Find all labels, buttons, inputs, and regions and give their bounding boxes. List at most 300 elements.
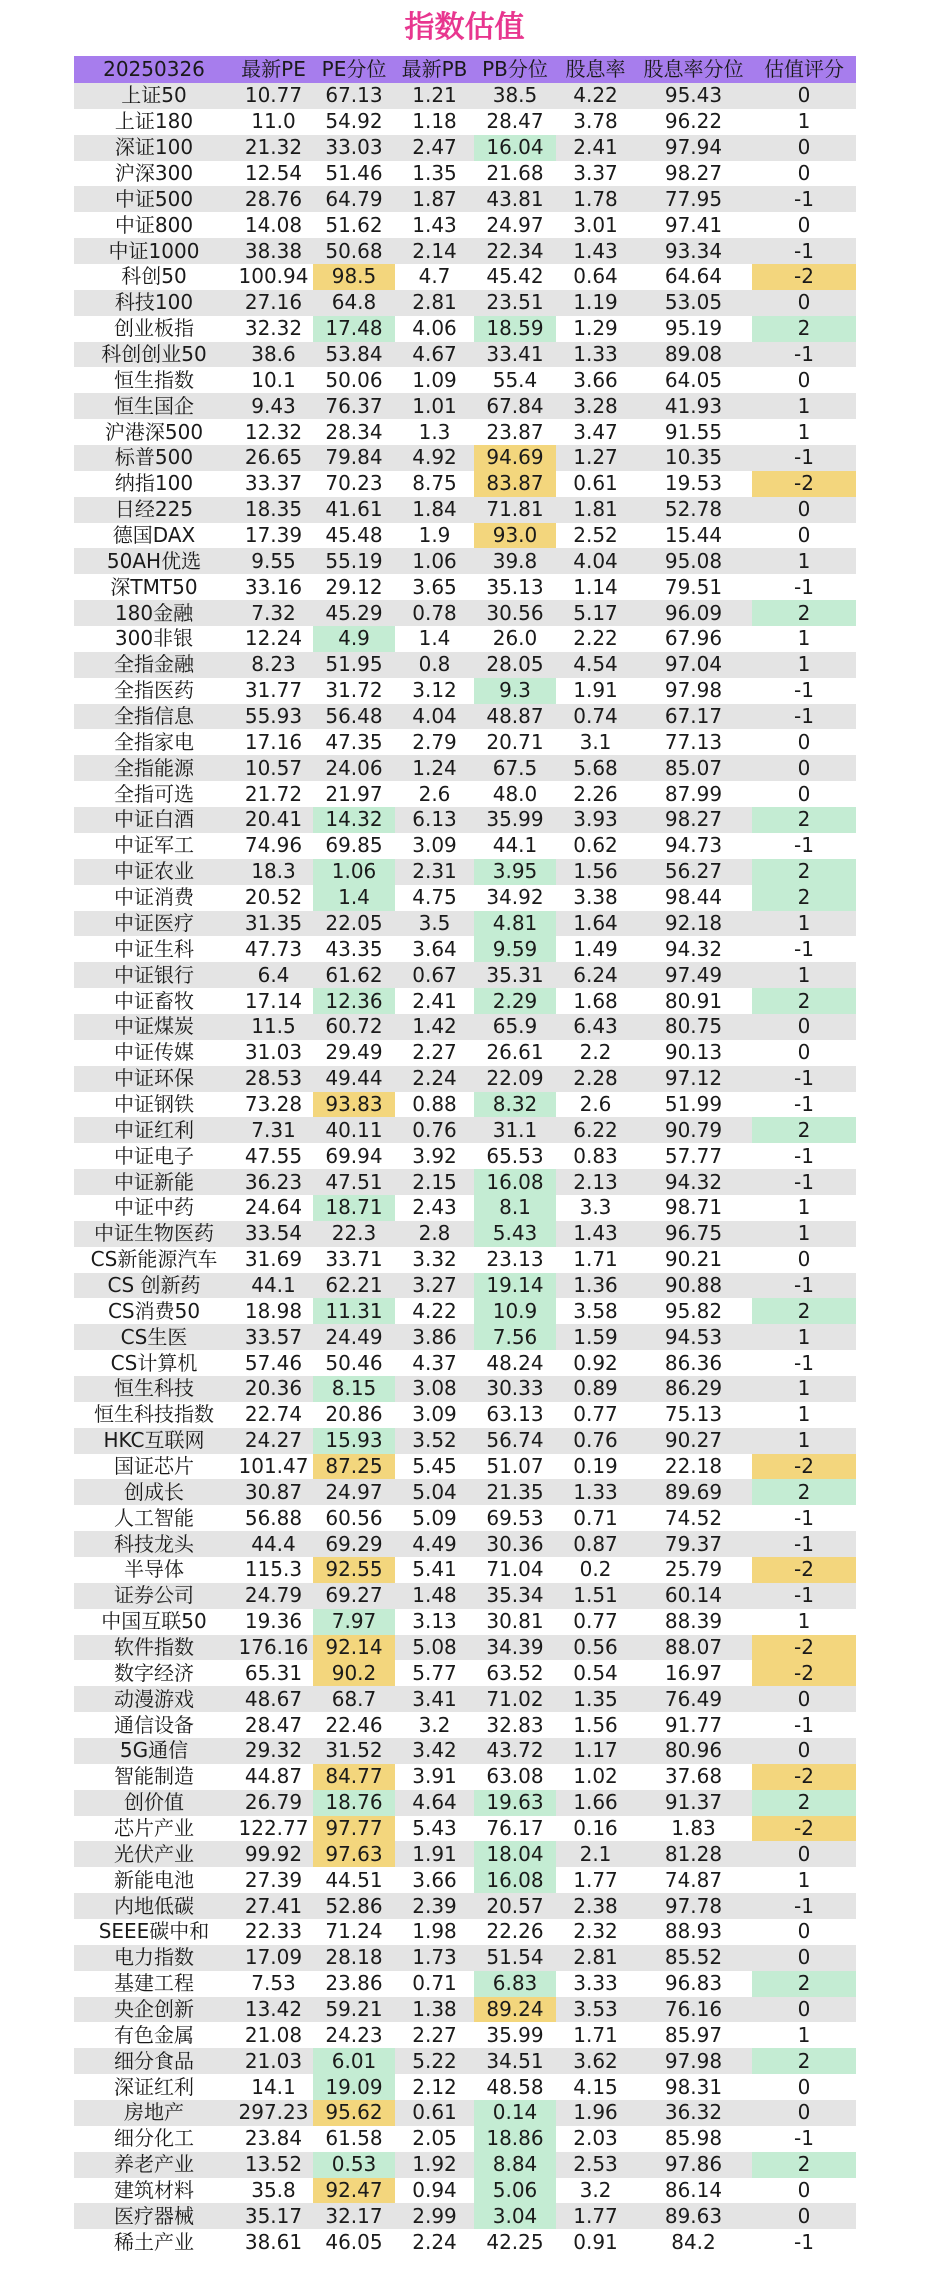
dividend-yield-cell: 2.22: [556, 626, 635, 652]
dividend-percentile-cell: 96.22: [635, 109, 752, 135]
pe-percentile-cell: 24.06: [313, 755, 395, 781]
dividend-yield-cell: 1.49: [556, 936, 635, 962]
dividend-percentile-cell: 79.51: [635, 574, 752, 600]
dividend-percentile-cell: 89.08: [635, 342, 752, 368]
dividend-percentile-cell: 97.98: [635, 678, 752, 704]
pb-value-cell: 1.18: [395, 109, 474, 135]
valuation-score-cell: -1: [752, 833, 856, 859]
pb-percentile-cell: 63.13: [474, 1402, 556, 1428]
pb-value-cell: 0.71: [395, 1971, 474, 1997]
pb-value-cell: 1.87: [395, 186, 474, 212]
pe-percentile-cell: 1.4: [313, 885, 395, 911]
table-row: [74, 1376, 856, 1402]
pe-percentile-cell: 69.29: [313, 1531, 395, 1557]
valuation-score-cell: -1: [752, 238, 856, 264]
pb-value-cell: 1.21: [395, 83, 474, 109]
table-row: [74, 445, 856, 471]
valuation-score-cell: 0: [752, 290, 856, 316]
pe-percentile-cell: 56.48: [313, 704, 395, 730]
table-row: [74, 755, 856, 781]
table-row: [74, 2126, 856, 2152]
table-row: [74, 988, 856, 1014]
index-name-cell: 180金融: [74, 600, 234, 626]
pe-percentile-cell: 44.51: [313, 1867, 395, 1893]
table-row: [74, 1919, 856, 1945]
dividend-percentile-cell: 22.18: [635, 1454, 752, 1480]
dividend-percentile-cell: 86.36: [635, 1350, 752, 1376]
index-name-cell: 上证180: [74, 109, 234, 135]
dividend-percentile-cell: 98.44: [635, 885, 752, 911]
dividend-yield-cell: 5.68: [556, 755, 635, 781]
table-row: [74, 1712, 856, 1738]
table-row: [74, 419, 856, 445]
pb-value-cell: 3.41: [395, 1686, 474, 1712]
table-row: [74, 2100, 856, 2126]
table-row: [74, 2178, 856, 2204]
table-row: [74, 1040, 856, 1066]
pb-percentile-cell: 23.51: [474, 290, 556, 316]
pe-value-cell: 35.8: [234, 2178, 313, 2204]
dividend-yield-cell: 0.74: [556, 704, 635, 730]
dividend-yield-cell: 1.36: [556, 1273, 635, 1299]
pb-value-cell: 3.08: [395, 1376, 474, 1402]
pe-percentile-cell: 22.46: [313, 1712, 395, 1738]
valuation-score-cell: 1: [752, 548, 856, 574]
table-row: [74, 1066, 856, 1092]
pe-percentile-cell: 15.93: [313, 1428, 395, 1454]
pb-percentile-cell: 23.87: [474, 419, 556, 445]
valuation-score-cell: -2: [752, 264, 856, 290]
dividend-percentile-cell: 16.97: [635, 1660, 752, 1686]
table-row: [74, 264, 856, 290]
pe-value-cell: 20.36: [234, 1376, 313, 1402]
pe-value-cell: 8.23: [234, 652, 313, 678]
valuation-score-cell: -1: [752, 1143, 856, 1169]
index-name-cell: CS生医: [74, 1324, 234, 1350]
index-name-cell: 300非银: [74, 626, 234, 652]
dividend-yield-cell: 1.19: [556, 290, 635, 316]
valuation-score-cell: 1: [752, 911, 856, 937]
pe-value-cell: 14.1: [234, 2074, 313, 2100]
valuation-score-cell: 1: [752, 419, 856, 445]
pe-value-cell: 28.47: [234, 1712, 313, 1738]
dividend-percentile-cell: 97.98: [635, 2048, 752, 2074]
dividend-yield-cell: 0.62: [556, 833, 635, 859]
pb-value-cell: 1.09: [395, 367, 474, 393]
valuation-score-cell: 0: [752, 135, 856, 161]
table-row: [74, 1505, 856, 1531]
pe-percentile-cell: 8.15: [313, 1376, 395, 1402]
index-name-cell: 智能制造: [74, 1764, 234, 1790]
pb-value-cell: 3.66: [395, 1867, 474, 1893]
valuation-score-cell: -2: [752, 1816, 856, 1842]
pb-percentile-cell: 83.87: [474, 471, 556, 497]
table-row: [74, 1169, 856, 1195]
pe-value-cell: 24.27: [234, 1428, 313, 1454]
valuation-score-cell: 1: [752, 393, 856, 419]
pb-value-cell: 2.27: [395, 2022, 474, 2048]
dividend-percentile-cell: 76.16: [635, 1997, 752, 2023]
pb-value-cell: 1.38: [395, 1997, 474, 2023]
valuation-score-cell: 0: [752, 1945, 856, 1971]
valuation-score-cell: -1: [752, 1712, 856, 1738]
pe-percentile-cell: 67.13: [313, 83, 395, 109]
pb-percentile-cell: 51.07: [474, 1454, 556, 1480]
index-name-cell: 稀土产业: [74, 2229, 234, 2255]
pb-value-cell: 2.24: [395, 1066, 474, 1092]
valuation-score-cell: 2: [752, 1479, 856, 1505]
pe-percentile-cell: 4.9: [313, 626, 395, 652]
dividend-percentile-cell: 88.93: [635, 1919, 752, 1945]
valuation-score-cell: 0: [752, 2203, 856, 2229]
dividend-yield-cell: 0.64: [556, 264, 635, 290]
table-row: [74, 290, 856, 316]
table-row: [74, 2152, 856, 2178]
pe-value-cell: 33.57: [234, 1324, 313, 1350]
pb-percentile-cell: 21.35: [474, 1479, 556, 1505]
pe-percentile-cell: 47.35: [313, 729, 395, 755]
pe-percentile-cell: 28.34: [313, 419, 395, 445]
index-name-cell: 软件指数: [74, 1635, 234, 1661]
table-row: [74, 1816, 856, 1842]
index-name-cell: 中证红利: [74, 1117, 234, 1143]
dividend-percentile-cell: 98.27: [635, 161, 752, 187]
pe-value-cell: 28.76: [234, 186, 313, 212]
valuation-score-cell: 0: [752, 2074, 856, 2100]
dividend-percentile-cell: 94.32: [635, 1169, 752, 1195]
dividend-percentile-cell: 10.35: [635, 445, 752, 471]
dividend-percentile-cell: 97.04: [635, 652, 752, 678]
pb-percentile-cell: 65.53: [474, 1143, 556, 1169]
dividend-percentile-cell: 90.13: [635, 1040, 752, 1066]
index-name-cell: 中证煤炭: [74, 1014, 234, 1040]
dividend-yield-cell: 5.17: [556, 600, 635, 626]
table-row: [74, 859, 856, 885]
dividend-percentile-cell: 80.91: [635, 988, 752, 1014]
header-dividend-percentile: 股息率分位: [635, 56, 752, 83]
pb-value-cell: 4.37: [395, 1350, 474, 1376]
pb-value-cell: 2.05: [395, 2126, 474, 2152]
dividend-percentile-cell: 86.29: [635, 1376, 752, 1402]
pe-value-cell: 31.35: [234, 911, 313, 937]
pb-percentile-cell: 42.25: [474, 2229, 556, 2255]
pe-value-cell: 13.52: [234, 2152, 313, 2178]
dividend-percentile-cell: 95.19: [635, 316, 752, 342]
table-row: [74, 135, 856, 161]
pe-value-cell: 115.3: [234, 1557, 313, 1583]
pe-percentile-cell: 61.58: [313, 2126, 395, 2152]
dividend-percentile-cell: 51.99: [635, 1092, 752, 1118]
table-row: [74, 1195, 856, 1221]
pe-percentile-cell: 69.85: [313, 833, 395, 859]
pe-value-cell: 20.52: [234, 885, 313, 911]
pb-value-cell: 1.9: [395, 523, 474, 549]
pe-percentile-cell: 18.76: [313, 1790, 395, 1816]
pb-percentile-cell: 21.68: [474, 161, 556, 187]
index-name-cell: 细分食品: [74, 2048, 234, 2074]
dividend-yield-cell: 0.16: [556, 1816, 635, 1842]
dividend-percentile-cell: 89.63: [635, 2203, 752, 2229]
pb-percentile-cell: 71.02: [474, 1686, 556, 1712]
index-name-cell: 深证红利: [74, 2074, 234, 2100]
table-row: [74, 626, 856, 652]
index-name-cell: 恒生国企: [74, 393, 234, 419]
pe-value-cell: 7.32: [234, 600, 313, 626]
valuation-score-cell: 1: [752, 1221, 856, 1247]
dividend-yield-cell: 0.61: [556, 471, 635, 497]
pe-percentile-cell: 43.35: [313, 936, 395, 962]
table-row: [74, 548, 856, 574]
valuation-score-cell: 1: [752, 626, 856, 652]
pe-percentile-cell: 41.61: [313, 497, 395, 523]
pe-value-cell: 9.55: [234, 548, 313, 574]
dividend-yield-cell: 0.76: [556, 1428, 635, 1454]
header-valuation-score: 估值评分: [752, 56, 856, 83]
dividend-yield-cell: 2.52: [556, 523, 635, 549]
dividend-percentile-cell: 91.77: [635, 1712, 752, 1738]
index-name-cell: 全指信息: [74, 704, 234, 730]
table-row: [74, 704, 856, 730]
table-row: [74, 678, 856, 704]
table-row: [74, 1014, 856, 1040]
valuation-score-cell: -1: [752, 678, 856, 704]
valuation-score-cell: -1: [752, 936, 856, 962]
pe-value-cell: 44.1: [234, 1273, 313, 1299]
valuation-score-cell: 0: [752, 367, 856, 393]
pb-value-cell: 4.75: [395, 885, 474, 911]
index-name-cell: 上证50: [74, 83, 234, 109]
pe-percentile-cell: 87.25: [313, 1454, 395, 1480]
pe-percentile-cell: 55.19: [313, 548, 395, 574]
dividend-yield-cell: 2.6: [556, 1092, 635, 1118]
valuation-score-cell: -1: [752, 186, 856, 212]
valuation-score-cell: 2: [752, 988, 856, 1014]
pe-value-cell: 99.92: [234, 1841, 313, 1867]
pb-percentile-cell: 7.56: [474, 1324, 556, 1350]
pe-value-cell: 30.87: [234, 1479, 313, 1505]
pb-percentile-cell: 28.47: [474, 109, 556, 135]
index-name-cell: 中证1000: [74, 238, 234, 264]
valuation-score-cell: 2: [752, 885, 856, 911]
index-name-cell: 建筑材料: [74, 2178, 234, 2204]
pb-value-cell: 0.76: [395, 1117, 474, 1143]
pe-percentile-cell: 17.48: [313, 316, 395, 342]
dividend-yield-cell: 2.1: [556, 1841, 635, 1867]
pe-percentile-cell: 59.21: [313, 1997, 395, 2023]
dividend-percentile-cell: 53.05: [635, 290, 752, 316]
dividend-yield-cell: 1.56: [556, 1712, 635, 1738]
valuation-score-cell: 0: [752, 212, 856, 238]
pb-value-cell: 1.4: [395, 626, 474, 652]
pe-percentile-cell: 68.7: [313, 1686, 395, 1712]
table-row: [74, 885, 856, 911]
index-name-cell: 光伏产业: [74, 1841, 234, 1867]
table-row: [74, 1531, 856, 1557]
header-dividend-yield: 股息率: [556, 56, 635, 83]
pe-value-cell: 21.32: [234, 135, 313, 161]
pb-percentile-cell: 26.61: [474, 1040, 556, 1066]
pb-value-cell: 3.64: [395, 936, 474, 962]
pb-value-cell: 2.39: [395, 1893, 474, 1919]
pb-percentile-cell: 23.13: [474, 1247, 556, 1273]
table-row: [74, 1609, 856, 1635]
dividend-yield-cell: 0.2: [556, 1557, 635, 1583]
dividend-yield-cell: 0.77: [556, 1609, 635, 1635]
pe-percentile-cell: 92.14: [313, 1635, 395, 1661]
dividend-yield-cell: 1.78: [556, 186, 635, 212]
pe-percentile-cell: 24.23: [313, 2022, 395, 2048]
index-name-cell: 中证医疗: [74, 911, 234, 937]
pb-percentile-cell: 35.13: [474, 574, 556, 600]
table-row: [74, 729, 856, 755]
table-body: [74, 83, 856, 2255]
dividend-percentile-cell: 96.83: [635, 1971, 752, 1997]
pe-value-cell: 27.41: [234, 1893, 313, 1919]
dividend-percentile-cell: 67.17: [635, 704, 752, 730]
pb-value-cell: 3.86: [395, 1324, 474, 1350]
dividend-percentile-cell: 96.09: [635, 600, 752, 626]
pb-value-cell: 1.01: [395, 393, 474, 419]
pb-value-cell: 3.91: [395, 1764, 474, 1790]
dividend-percentile-cell: 19.53: [635, 471, 752, 497]
dividend-yield-cell: 0.71: [556, 1505, 635, 1531]
dividend-percentile-cell: 97.94: [635, 135, 752, 161]
pb-value-cell: 3.92: [395, 1143, 474, 1169]
dividend-yield-cell: 1.91: [556, 678, 635, 704]
dividend-percentile-cell: 89.69: [635, 1479, 752, 1505]
valuation-score-cell: -1: [752, 1066, 856, 1092]
pb-value-cell: 2.43: [395, 1195, 474, 1221]
pe-percentile-cell: 40.11: [313, 1117, 395, 1143]
dividend-yield-cell: 1.81: [556, 497, 635, 523]
valuation-score-cell: -1: [752, 1505, 856, 1531]
valuation-score-cell: 0: [752, 2100, 856, 2126]
dividend-yield-cell: 1.27: [556, 445, 635, 471]
pe-value-cell: 17.39: [234, 523, 313, 549]
table-row: [74, 1479, 856, 1505]
index-name-cell: 全指金融: [74, 652, 234, 678]
dividend-yield-cell: 3.53: [556, 1997, 635, 2023]
pb-percentile-cell: 22.26: [474, 1919, 556, 1945]
dividend-yield-cell: 0.83: [556, 1143, 635, 1169]
table-row: [74, 1764, 856, 1790]
valuation-score-cell: 2: [752, 1790, 856, 1816]
pe-value-cell: 18.3: [234, 859, 313, 885]
pb-value-cell: 1.73: [395, 1945, 474, 1971]
dividend-yield-cell: 2.03: [556, 2126, 635, 2152]
index-name-cell: 全指医药: [74, 678, 234, 704]
dividend-yield-cell: 1.02: [556, 1764, 635, 1790]
pe-value-cell: 57.46: [234, 1350, 313, 1376]
index-name-cell: 医疗器械: [74, 2203, 234, 2229]
pb-percentile-cell: 16.08: [474, 1169, 556, 1195]
valuation-score-cell: -1: [752, 1531, 856, 1557]
pb-percentile-cell: 6.83: [474, 1971, 556, 1997]
dividend-percentile-cell: 84.2: [635, 2229, 752, 2255]
valuation-score-cell: 0: [752, 1014, 856, 1040]
valuation-score-cell: 1: [752, 1609, 856, 1635]
pe-percentile-cell: 60.72: [313, 1014, 395, 1040]
dividend-yield-cell: 1.33: [556, 342, 635, 368]
pe-percentile-cell: 98.5: [313, 264, 395, 290]
index-name-cell: CS 创新药: [74, 1273, 234, 1299]
pe-percentile-cell: 51.62: [313, 212, 395, 238]
valuation-score-cell: -2: [752, 1764, 856, 1790]
index-name-cell: 中证生科: [74, 936, 234, 962]
valuation-score-cell: 0: [752, 497, 856, 523]
index-name-cell: 通信设备: [74, 1712, 234, 1738]
pb-percentile-cell: 35.34: [474, 1583, 556, 1609]
dividend-yield-cell: 3.47: [556, 419, 635, 445]
index-name-cell: 全指可选: [74, 781, 234, 807]
pe-value-cell: 7.31: [234, 1117, 313, 1143]
pb-percentile-cell: 56.74: [474, 1428, 556, 1454]
pb-percentile-cell: 45.42: [474, 264, 556, 290]
pb-percentile-cell: 2.29: [474, 988, 556, 1014]
pb-percentile-cell: 35.99: [474, 2022, 556, 2048]
dividend-percentile-cell: 95.43: [635, 83, 752, 109]
dividend-percentile-cell: 64.64: [635, 264, 752, 290]
pb-percentile-cell: 67.5: [474, 755, 556, 781]
dividend-percentile-cell: 97.49: [635, 962, 752, 988]
pb-percentile-cell: 48.24: [474, 1350, 556, 1376]
pe-percentile-cell: 31.72: [313, 678, 395, 704]
dividend-yield-cell: 0.92: [556, 1350, 635, 1376]
pb-value-cell: 3.27: [395, 1273, 474, 1299]
table-row: [74, 109, 856, 135]
dividend-yield-cell: 1.66: [556, 1790, 635, 1816]
pe-percentile-cell: 84.77: [313, 1764, 395, 1790]
valuation-score-cell: 0: [752, 1997, 856, 2023]
valuation-score-cell: -1: [752, 704, 856, 730]
pe-value-cell: 20.41: [234, 807, 313, 833]
pb-percentile-cell: 76.17: [474, 1816, 556, 1842]
valuation-score-cell: 1: [752, 1428, 856, 1454]
index-name-cell: 内地低碳: [74, 1893, 234, 1919]
pb-percentile-cell: 35.99: [474, 807, 556, 833]
dividend-yield-cell: 2.28: [556, 1066, 635, 1092]
pb-percentile-cell: 34.39: [474, 1635, 556, 1661]
dividend-percentile-cell: 36.32: [635, 2100, 752, 2126]
dividend-percentile-cell: 91.55: [635, 419, 752, 445]
pb-value-cell: 1.42: [395, 1014, 474, 1040]
dividend-percentile-cell: 96.75: [635, 1221, 752, 1247]
pe-value-cell: 31.03: [234, 1040, 313, 1066]
pe-percentile-cell: 20.86: [313, 1402, 395, 1428]
index-name-cell: 科创创业50: [74, 342, 234, 368]
dividend-percentile-cell: 74.87: [635, 1867, 752, 1893]
pb-percentile-cell: 8.84: [474, 2152, 556, 2178]
dividend-yield-cell: 0.87: [556, 1531, 635, 1557]
pb-value-cell: 5.45: [395, 1454, 474, 1480]
index-name-cell: 纳指100: [74, 471, 234, 497]
pb-value-cell: 2.81: [395, 290, 474, 316]
valuation-score-cell: 2: [752, 859, 856, 885]
valuation-score-cell: -1: [752, 1350, 856, 1376]
pe-value-cell: 11.5: [234, 1014, 313, 1040]
pe-value-cell: 10.57: [234, 755, 313, 781]
pb-value-cell: 2.47: [395, 135, 474, 161]
pe-percentile-cell: 50.06: [313, 367, 395, 393]
dividend-yield-cell: 0.56: [556, 1635, 635, 1661]
valuation-score-cell: -1: [752, 445, 856, 471]
valuation-score-cell: 2: [752, 807, 856, 833]
pb-percentile-cell: 0.14: [474, 2100, 556, 2126]
table-row: [74, 1945, 856, 1971]
pb-percentile-cell: 35.31: [474, 962, 556, 988]
pe-value-cell: 28.53: [234, 1066, 313, 1092]
index-name-cell: 中证800: [74, 212, 234, 238]
